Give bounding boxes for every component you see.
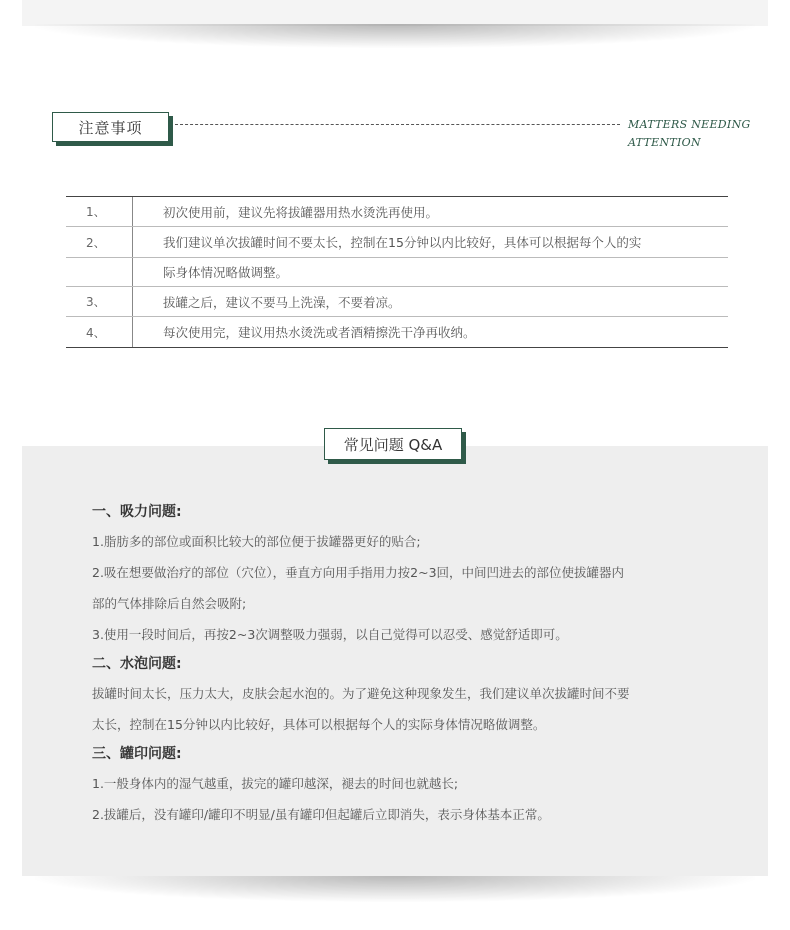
row-text: 每次使用完，建议用热水烫洗或者酒精擦洗干净再收纳。 [163, 325, 476, 340]
row-number: 4、 [66, 317, 133, 347]
faq-line: 1.一般身体内的湿气越重，拔完的罐印越深，褪去的时间也就越长; [92, 776, 459, 791]
table-row [66, 197, 728, 227]
top-shadow [35, 24, 755, 48]
top-banner-strip [22, 0, 768, 26]
faq-line: 拔罐时间太长，压力太大，皮肤会起水泡的。为了避免这种现象发生，我们建议单次拔罐时间不要 [92, 686, 630, 701]
row-number: 2、 [66, 227, 133, 257]
faq-content [92, 498, 732, 830]
faq-line: 部的气体排除后自然会吸附; [92, 596, 247, 611]
table-row [66, 287, 728, 317]
faq-title: 常见问题 Q&A [324, 428, 462, 460]
row-number [66, 258, 133, 286]
faq-heading-marks: 三、罐印问题: [92, 746, 182, 762]
faq-line: 3.使用一段时间后，再按2~3次调整吸力强弱，以自己觉得可以忍受、感觉舒适即可。 [92, 627, 568, 642]
faq-heading-blister: 二、水泡问题: [92, 656, 182, 672]
faq-line: 2.吸在想要做治疗的部位（穴位），垂直方向用手指用力按2~3回，中间凹进去的部位使拔罐器内 [92, 565, 625, 580]
row-text: 拔罐之后，建议不要马上洗澡，不要着凉。 [163, 294, 401, 310]
faq-line: 2.拔罐后，没有罐印/罐印不明显/虽有罐印但起罐后立即消失，表示身体基本正常。 [92, 807, 550, 822]
notes-title: 注意事项 [52, 112, 169, 142]
faq-heading-suction: 一、吸力问题: [92, 504, 182, 520]
row-number: 1、 [66, 197, 133, 226]
table-row [66, 257, 728, 287]
faq-line: 1.脂肪多的部位或面积比较大的部位便于拔罐器更好的贴合; [92, 534, 421, 549]
notes-subtitle-line2: ATTENTION [628, 136, 701, 149]
table-row [66, 227, 728, 257]
table-row [66, 317, 728, 347]
notes-subtitle-en [628, 116, 768, 152]
dotted-divider [175, 124, 620, 125]
row-number: 3、 [66, 287, 133, 316]
notes-table [66, 196, 728, 348]
notes-subtitle-line1: MATTERS NEEDING [628, 118, 751, 131]
row-text: 我们建议单次拔罐时间不要太长，控制在15分钟以内比较好，具体可以根据每个人的实 [163, 235, 642, 250]
faq-shadow [35, 876, 755, 902]
row-text: 际身体情况略做调整。 [163, 265, 289, 280]
faq-line: 太长，控制在15分钟以内比较好，具体可以根据每个人的实际身体情况略做调整。 [92, 717, 546, 732]
row-text: 初次使用前，建议先将拔罐器用热水烫洗再使用。 [163, 204, 439, 220]
